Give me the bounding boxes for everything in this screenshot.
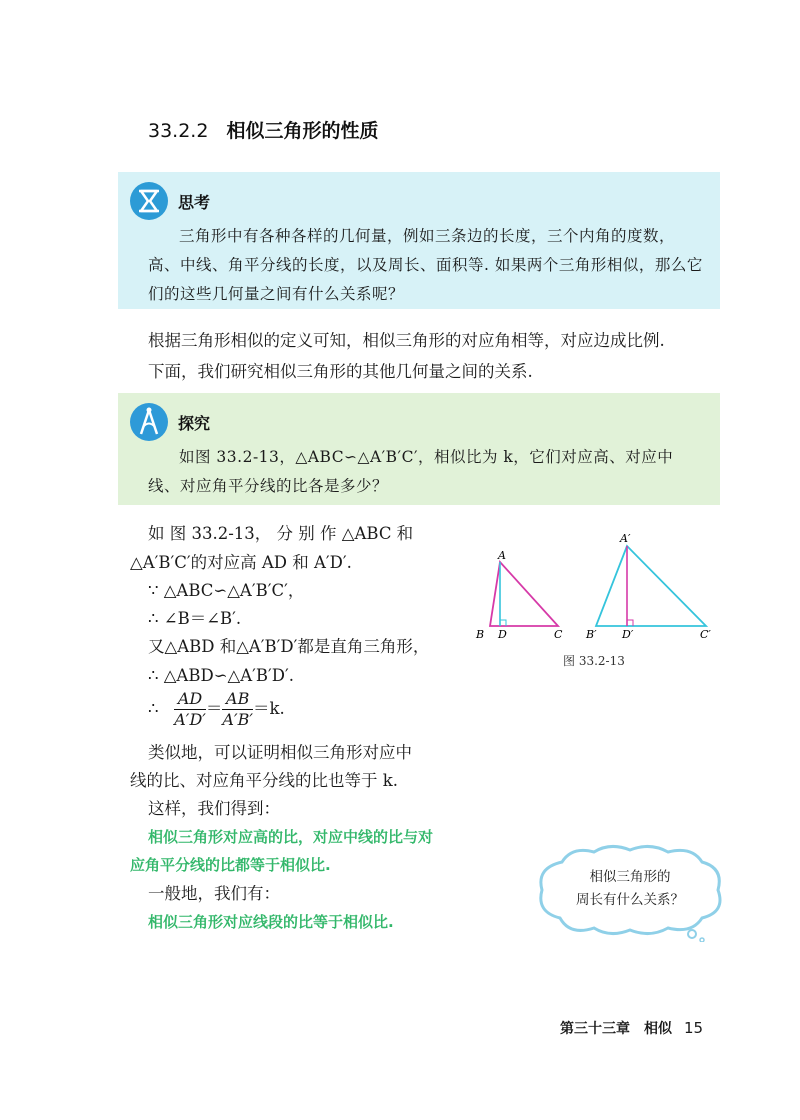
- proof-line-4: ∴ ∠B＝∠B′.: [148, 609, 242, 628]
- explore-text: 如图 33.2-13，△ABC∽△A′B′C′，相似比为 k，它们对应高、对应中线、对应角平分线的比各是多少？: [148, 448, 674, 495]
- explore-heading: 探究: [178, 414, 211, 433]
- label-a: A: [498, 549, 506, 562]
- cloud-line-2: 周长有什么关系？: [576, 892, 684, 908]
- proof-line-2: △A′B′C′的对应高 AD 和 A′D′.: [130, 553, 352, 572]
- conclusion-1-line-2: 应角平分线的比都等于相似比.: [130, 856, 331, 874]
- page-number: 15: [684, 1019, 704, 1037]
- page-footer: [560, 1018, 703, 1038]
- label-d: D: [498, 628, 507, 641]
- right-angle-mark-d: [500, 620, 506, 626]
- ratio-ad-numerator: AD: [174, 689, 206, 710]
- similarly-line-3: 这样，我们得到：: [148, 799, 280, 818]
- therefore-symbol: ∴: [148, 699, 159, 718]
- thought-cloud: [532, 840, 728, 942]
- ratio-ab: [222, 689, 253, 730]
- think-box: [118, 172, 720, 309]
- intro-line-2: 下面，我们研究相似三角形的其他几何量之间的关系.: [148, 362, 533, 381]
- figure-caption: 图 33.2-13: [563, 654, 625, 668]
- proof-line-7: [148, 689, 285, 730]
- similarly-line-1: 类似地，可以证明相似三角形对应中: [148, 743, 412, 762]
- ratio-result: ＝k.: [252, 699, 285, 718]
- label-b-prime: B′: [586, 628, 597, 641]
- proof-line-6: ∴ △ABD∽△A′B′D′.: [148, 666, 294, 685]
- ratio-ad-denominator: A′D′: [174, 710, 206, 729]
- ratio-ab-numerator: AB: [222, 689, 253, 710]
- explore-compass-icon: [130, 403, 168, 441]
- conclusion-2: 相似三角形对应线段的比等于相似比.: [148, 913, 394, 931]
- proof-line-5: 又△ABD 和△A′B′D′都是直角三角形，: [148, 637, 430, 656]
- think-hourglass-icon: [130, 182, 168, 220]
- explore-box: [118, 393, 720, 505]
- ratio-ab-denominator: A′B′: [222, 710, 253, 729]
- figure-33-2-13: [470, 530, 730, 648]
- cloud-text: [532, 866, 728, 912]
- cloud-line-1: 相似三角形的: [589, 869, 671, 885]
- proof-line-1: 如 图 33.2-13， 分 别 作 △ABC 和: [148, 524, 414, 543]
- intro-line-1: 根据三角形相似的定义可知，相似三角形的对应角相等，对应边成比例.: [148, 331, 665, 350]
- intro-paragraph: [130, 325, 700, 387]
- right-angle-mark-d-prime: [627, 620, 633, 626]
- section-number: 33.2.2: [148, 120, 209, 142]
- chapter-label: 第三十三章 相似: [560, 1021, 672, 1037]
- think-text: 三角形中有各种各样的几何量，例如三条边的长度，三个内角的度数，高、中线、角平分线的长度，以及周长、面积等. 如果两个三角形相似，那么它们的这些几何量之间有什么关系呢？: [148, 227, 703, 303]
- conclusion-1-line-1: 相似三角形对应高的比，对应中线的比与对: [148, 828, 434, 846]
- label-c-prime: C′: [700, 628, 711, 641]
- section-heading: 相似三角形的性质: [226, 120, 379, 142]
- think-heading: 思考: [178, 193, 211, 212]
- label-d-prime: D′: [622, 628, 634, 641]
- equals-sign: ＝: [205, 699, 223, 718]
- label-a-prime: A′: [620, 532, 631, 545]
- ratio-ad: [174, 689, 206, 730]
- section-title: [148, 116, 378, 143]
- triangle-a-b-c-prime: [596, 546, 706, 626]
- proof-line-3: ∵ △ABC∽△A′B′C′，: [148, 581, 305, 600]
- similarly-line-2: 线的比、对应角平分线的比也等于 k.: [130, 771, 398, 790]
- label-b: B: [476, 628, 485, 641]
- general-text: 一般地，我们有：: [148, 884, 280, 903]
- label-c: C: [554, 628, 563, 641]
